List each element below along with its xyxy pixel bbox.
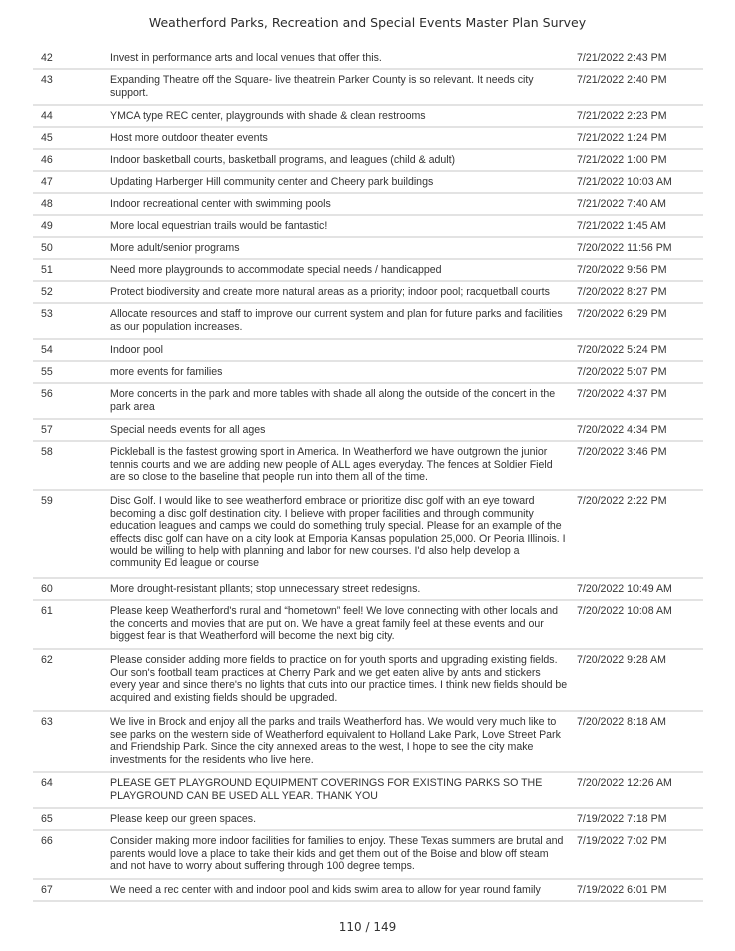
response-text: more events for families [110,366,223,379]
response-number: 46 [41,154,53,167]
response-text: Disc Golf. I would like to see weatherford embrace or prioritize disc golf with an eye toward becoming a disc golf destination city. I believe with proper facilities and through community education leagues and camps we could do something truly special. Please for an example of the effects disc golf can have on a city look at Emporia Kansas population 25,000. Or Peoria Illinois. I would be willing to help with planning and labor for new courses. I'd also help develop a community Ed league or course [110,495,566,570]
response-date: 7/20/2022 3:46 PM [577,446,667,459]
response-number: 66 [41,835,53,848]
response-number: 52 [41,286,53,299]
response-text: Consider making more indoor facilities for families to enjoy. These Texas summers are brutal and parents would love a place to take their kids and get them out of the Boise and blow off steam and not have to worry about suffering through 100 degree temps. [110,835,564,873]
response-text: Special needs events for all ages [110,424,266,437]
response-date: 7/21/2022 2:43 PM [577,52,667,65]
table-row [33,260,703,282]
page-title: Weatherford Parks, Recreation and Special Events Master Plan Survey [148,15,587,30]
response-date: 7/20/2022 9:28 AM [577,654,666,667]
table-row [33,238,703,260]
table-row [33,880,703,902]
response-text: Indoor basketball courts, basketball programs, and leagues (child & adult) [110,154,456,167]
response-text: Please keep our green spaces. [110,813,257,826]
table-row [33,773,703,809]
response-text: Allocate resources and staff to improve our current system and plan for future parks and facilities as our population increases. [110,308,563,333]
response-date: 7/20/2022 10:49 AM [577,583,672,596]
response-number: 53 [41,308,53,321]
response-number: 64 [41,777,53,790]
response-number: 59 [41,495,53,508]
table-row [33,601,703,650]
response-text: Indoor pool [110,344,164,357]
table-row [33,420,703,442]
response-text: Pickleball is the fastest growing sport in America. In Weatherford we have outgrown the junior tennis courts and we are adding new people of ALL ages everyday. The fences at Soldier Field are so close to the baseline that people run into them all of the time. [110,446,553,484]
response-date: 7/20/2022 11:56 PM [577,242,672,255]
response-text: More concerts in the park and more tables with shade all along the outside of the concert in the park area [110,388,556,413]
response-date: 7/20/2022 5:07 PM [577,366,667,379]
response-date: 7/20/2022 6:29 PM [577,308,667,321]
response-text: Protect biodiversity and create more natural areas as a priority; indoor pool; racquetball courts [110,286,550,299]
response-date: 7/20/2022 8:18 AM [577,716,666,729]
response-number: 50 [41,242,53,255]
response-text: Indoor recreational center with swimming pools [110,198,331,211]
response-number: 61 [41,605,53,618]
page-number: 110 / 149 [338,920,397,934]
response-date: 7/21/2022 1:00 PM [577,154,667,167]
response-date: 7/20/2022 10:08 AM [577,605,672,618]
response-number: 56 [41,388,53,401]
response-date: 7/20/2022 12:26 AM [577,777,672,790]
response-text: Please consider adding more fields to practice on for youth sports and upgrading existing fields. Our son's football team practices at Cherry Park and we get eaten alive by ants and stickers every year and since there's no lights that cuts into our practice times. I think new fields should be acquired and existing fields should be upgraded. [110,654,568,704]
response-date: 7/20/2022 4:37 PM [577,388,667,401]
response-number: 55 [41,366,53,379]
response-number: 45 [41,132,53,145]
response-text: Expanding Theatre off the Square- live theatrein Parker County is so relevant. It needs city support. [110,74,534,99]
table-row [33,70,703,106]
table-row [33,282,703,304]
response-date: 7/21/2022 2:23 PM [577,110,667,123]
table-row [33,172,703,194]
response-date: 7/20/2022 8:27 PM [577,286,667,299]
response-text: More local equestrian trails would be fantastic! [110,220,328,233]
response-number: 65 [41,813,53,826]
response-text: More adult/senior programs [110,242,240,255]
table-row [33,442,703,491]
table-row [33,48,703,70]
table-row [33,712,703,773]
response-text: We live in Brock and enjoy all the parks and trails Weatherford has. We would very much like to see parks on the western side of Weatherford equivalent to Holland Lake Park, Love Street Park and Friendship Park. Since the city annexed areas to the west, I hope to see the city make investments for the residents who live here. [110,716,561,766]
response-number: 43 [41,74,53,87]
response-date: 7/20/2022 4:34 PM [577,424,667,437]
responses-table [33,48,703,902]
response-number: 54 [41,344,53,357]
response-text: Host more outdoor theater events [110,132,268,145]
table-row [33,106,703,128]
table-row [33,304,703,340]
response-text: PLEASE GET PLAYGROUND EQUIPMENT COVERINGS FOR EXISTING PARKS SO THE PLAYGROUND CAN BE USED ALL YEAR. THANK YOU [110,777,543,802]
response-number: 62 [41,654,53,667]
response-number: 57 [41,424,53,437]
response-number: 58 [41,446,53,459]
response-number: 63 [41,716,53,729]
table-row [33,650,703,712]
response-number: 48 [41,198,53,211]
response-text: Invest in performance arts and local venues that offer this. [110,52,382,65]
table-row [33,809,703,831]
response-number: 67 [41,884,53,897]
response-number: 44 [41,110,53,123]
table-row [33,150,703,172]
table-row [33,491,703,579]
response-date: 7/19/2022 6:01 PM [577,884,667,897]
table-row [33,340,703,362]
response-number: 51 [41,264,53,277]
table-row [33,128,703,150]
response-number: 47 [41,176,53,189]
table-row [33,362,703,384]
response-date: 7/21/2022 7:40 AM [577,198,666,211]
response-date: 7/19/2022 7:18 PM [577,813,667,826]
response-date: 7/21/2022 1:24 PM [577,132,667,145]
table-row [33,579,703,601]
table-row [33,831,703,880]
response-date: 7/20/2022 5:24 PM [577,344,667,357]
response-date: 7/21/2022 1:45 AM [577,220,666,233]
response-text: Please keep Weatherford's rural and “hometown” feel! We love connecting with other locals and the concerts and movies that are put on. We have a great family feel at these events and our biggest fear is that Weatherford will become the next big city. [110,605,558,643]
response-date: 7/20/2022 9:56 PM [577,264,667,277]
response-number: 42 [41,52,53,65]
response-text: YMCA type REC center, playgrounds with shade & clean restrooms [110,110,426,123]
table-row [33,194,703,216]
response-number: 49 [41,220,53,233]
response-text: More drought-resistant pllants; stop unnecessary street redesigns. [110,583,421,596]
response-date: 7/21/2022 2:40 PM [577,74,667,87]
response-date: 7/21/2022 10:03 AM [577,176,672,189]
response-date: 7/19/2022 7:02 PM [577,835,667,848]
table-row [33,384,703,420]
table-row [33,216,703,238]
response-number: 60 [41,583,53,596]
response-text: Need more playgrounds to accommodate special needs / handicapped [110,264,442,277]
response-text: We need a rec center with and indoor pool and kids swim area to allow for year round family [110,884,541,897]
response-date: 7/20/2022 2:22 PM [577,495,667,508]
response-text: Updating Harberger Hill community center and Cheery park buildings [110,176,434,189]
